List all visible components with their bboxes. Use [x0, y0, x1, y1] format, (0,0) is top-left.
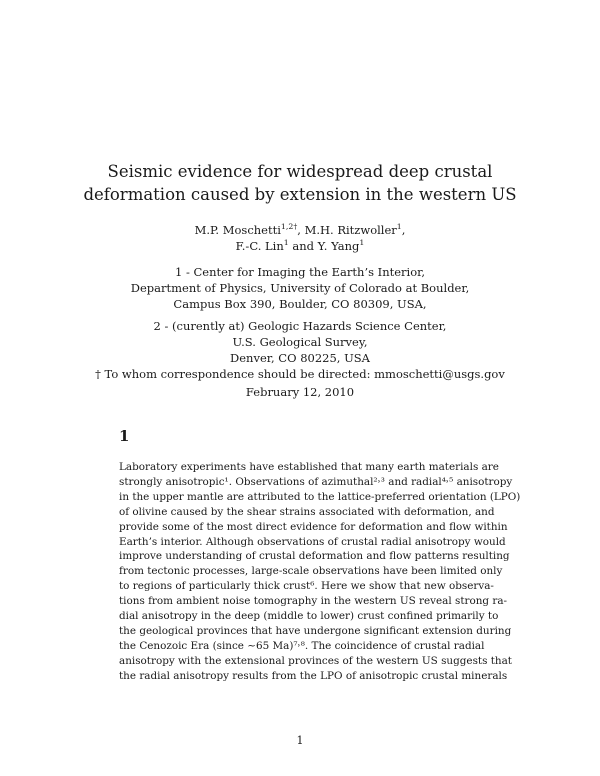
body-line: from tectonic processes, large-scale observations have been limited only — [119, 565, 503, 578]
body-paragraph — [119, 460, 521, 684]
author-name: F.-C. Lin — [235, 239, 284, 253]
body-line: tions from ambient noise tomography in the western US reveal strong ra- — [119, 595, 508, 608]
body-line: anisotropy with the extensional provinces of the western US suggests that — [119, 654, 512, 667]
body-line: in the upper mantle are attributed to the lattice-preferred orientation (LPO) — [119, 490, 521, 503]
author-name: M.P. Moschetti — [194, 223, 281, 237]
body-line: strongly anisotropic¹. Observations of azimuthal²˒³ and radial⁴˒⁵ anisotropy — [119, 475, 513, 488]
body-line: the geological provinces that have undergone significant extension during — [119, 624, 512, 637]
body-line: the radial anisotropy results from the LPO of anisotropic crustal minerals — [119, 669, 508, 682]
page-number: 1 — [296, 734, 304, 747]
affiliation-line: Department of Physics, University of Colorado at Boulder, — [130, 281, 470, 295]
body-line: improve understanding of crustal deformation and flow patterns resulting — [119, 550, 510, 563]
affiliation-line: 1 - Center for Imaging the Earth’s Interior, — [174, 265, 426, 279]
author-line — [60, 238, 540, 254]
author-affiliation-mark: 1 — [359, 238, 365, 248]
author-name: M.H. Ritzwoller — [304, 223, 397, 237]
author-name: Y. Yang — [317, 239, 360, 253]
correspondence-note: † To whom correspondence should be directed: mmoschetti@usgs.gov — [95, 367, 505, 381]
affiliation-block-2 — [60, 318, 540, 382]
affiliation-line: U.S. Geological Survey, — [232, 335, 368, 349]
section-heading: 1 — [119, 427, 130, 445]
author-affiliation-mark: 1 — [283, 238, 289, 248]
body-line: dial anisotropy in the deep (middle to lower) crust confined primarily to — [119, 610, 499, 623]
title-line: deformation caused by extension in the western US — [83, 185, 517, 204]
author-separator: , — [401, 223, 406, 237]
affiliation-line: Denver, CO 80225, USA — [230, 351, 370, 365]
author-conjunction: and — [288, 239, 318, 253]
body-line: Laboratory experiments have established that many earth materials are — [119, 461, 499, 473]
author-line — [60, 222, 540, 238]
body-line: provide some of the most direct evidence for deformation and flow within — [119, 520, 508, 533]
author-affiliation-mark: 1,2† — [280, 222, 298, 232]
author-affiliation-mark: 1 — [396, 222, 402, 232]
paper-date: February 12, 2010 — [245, 385, 355, 399]
body-line: the Cenozoic Era (since ∼65 Ma)⁷˒⁸. The coincidence of crustal radial — [119, 639, 485, 652]
body-line: Earth’s interior. Although observations of crustal radial anisotropy would — [119, 535, 506, 548]
body-line: to regions of particularly thick crust⁶. Here we show that new observa- — [119, 580, 494, 593]
affiliation-line: 2 - (curently at) Geologic Hazards Science Center, — [153, 319, 447, 333]
affiliation-block-1 — [60, 264, 540, 312]
affiliation-line: Campus Box 390, Boulder, CO 80309, USA, — [173, 297, 427, 311]
paper-title — [60, 160, 540, 206]
author-separator: , — [297, 223, 305, 237]
body-line: of olivine caused by the shear strains associated with deformation, and — [119, 505, 495, 518]
author-list — [60, 222, 540, 254]
title-line: Seismic evidence for widespread deep crustal — [107, 162, 493, 181]
